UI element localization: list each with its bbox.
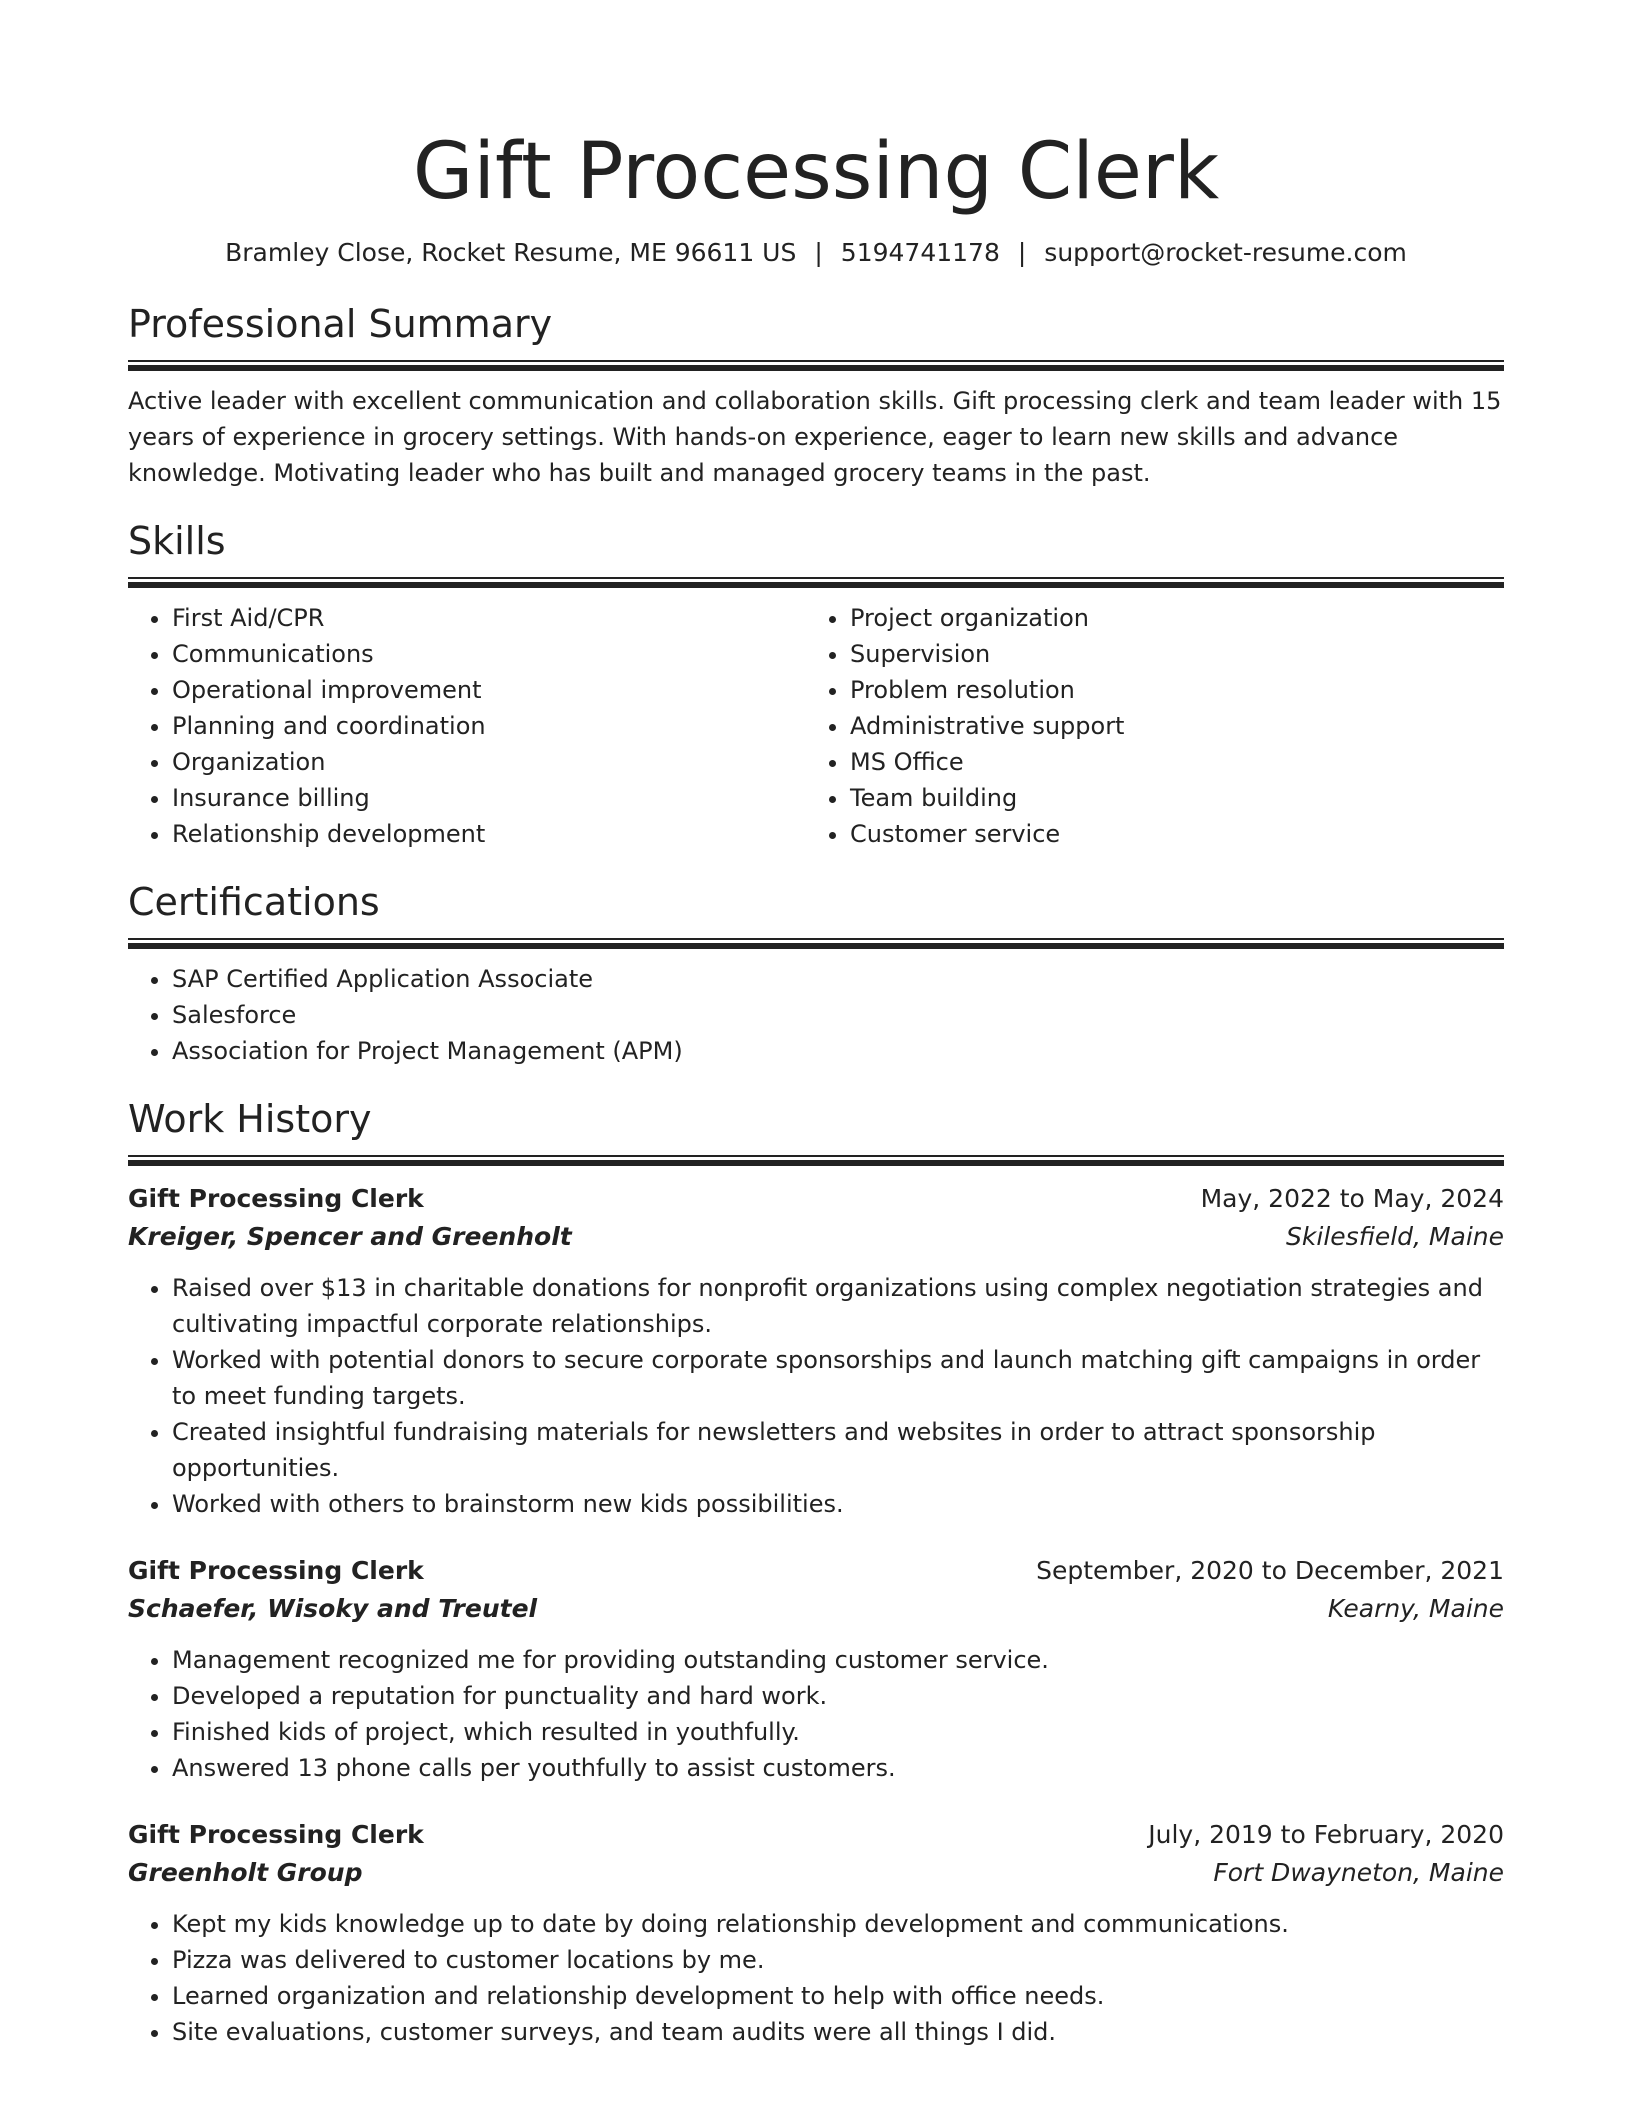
skill-item: • Team building — [850, 780, 1484, 816]
job-dates: September, 2020 to December, 2021 — [1036, 1556, 1504, 1585]
job-location: Fort Dwayneton, Maine — [1213, 1858, 1504, 1887]
summary-heading: Professional Summary — [128, 302, 553, 346]
summary-section — [128, 300, 1504, 491]
contact-phone: 5194741178 — [840, 238, 1000, 267]
job-header — [128, 1180, 1504, 1218]
job-bullet: • Created insightful fundraising materials for newsletters and websites in order to attract sponsorship opportunities. — [172, 1414, 1504, 1486]
skill-item: • Communications — [172, 636, 806, 672]
job-location: Kearny, Maine — [1327, 1594, 1504, 1623]
contact-separator: | — [814, 238, 823, 267]
contact-separator: | — [1017, 238, 1027, 267]
job-header — [128, 1552, 1504, 1590]
summary-text: Active leader with excellent communication and collaboration skills. Gift processing clerk and team leader with 15 years of experience in grocery settings. With hands-on experience, eager to learn new skills and advance knowledge. Motivating leader who has built and managed grocery teams in the past. — [128, 387, 1502, 487]
skill-item: • Insurance billing — [172, 780, 806, 816]
certification-item: • Salesforce — [172, 997, 1504, 1033]
skill-item: • Problem resolution — [850, 672, 1484, 708]
section-divider — [128, 577, 1504, 588]
certification-item: • SAP Certified Application Associate — [172, 961, 1504, 997]
job-bullet: • Answered 13 phone calls per youthfully to assist customers. — [172, 1750, 1504, 1786]
job-bullet: • Worked with others to brainstorm new kids possibilities. — [172, 1486, 1504, 1522]
job-entry — [128, 1816, 1504, 2050]
work-history-heading: Work History — [128, 1097, 372, 1141]
contact-address: Bramley Close, Rocket Resume, ME 96611 US — [225, 238, 797, 267]
job-title: Gift Processing Clerk — [128, 1556, 424, 1585]
resume-page — [128, 0, 1504, 2050]
job-subheader — [128, 1218, 1504, 1256]
job-company: Schaefer, Wisoky and Treutel — [128, 1594, 538, 1623]
skill-item: • Relationship development — [172, 816, 806, 852]
job-subheader — [128, 1854, 1504, 1892]
job-bullets — [128, 1642, 1504, 1786]
job-subheader — [128, 1590, 1504, 1628]
skill-item: • Administrative support — [850, 708, 1484, 744]
skill-item: • MS Office — [850, 744, 1484, 780]
section-divider — [128, 938, 1504, 949]
job-bullets — [128, 1270, 1504, 1522]
section-divider — [128, 1155, 1504, 1166]
job-company: Kreiger, Spencer and Greenholt — [128, 1222, 572, 1251]
skill-item: • Organization — [172, 744, 806, 780]
job-entry — [128, 1180, 1504, 1522]
skills-heading: Skills — [128, 519, 226, 563]
skill-item: • Project organization — [850, 600, 1484, 636]
contact-line — [128, 236, 1504, 270]
job-bullets — [128, 1906, 1504, 2050]
job-bullet: • Developed a reputation for punctuality and hard work. — [172, 1678, 1504, 1714]
job-location: Skilesfield, Maine — [1286, 1222, 1504, 1251]
skills-list-right — [806, 600, 1484, 852]
certifications-section — [128, 878, 1504, 1069]
skill-item: • First Aid/CPR — [172, 600, 806, 636]
job-header — [128, 1816, 1504, 1854]
certifications-list — [128, 961, 1504, 1069]
job-bullet: • Worked with potential donors to secure corporate sponsorships and launch matching gift campaigns in order to meet funding targets. — [172, 1342, 1504, 1414]
skill-item: • Supervision — [850, 636, 1484, 672]
skill-item: • Customer service — [850, 816, 1484, 852]
certification-item: • Association for Project Management (APM) — [172, 1033, 1504, 1069]
job-bullet: • Learned organization and relationship development to help with office needs. — [172, 1978, 1504, 2014]
job-bullet: • Finished kids of project, which resulted in youthfully. — [172, 1714, 1504, 1750]
skill-item: • Operational improvement — [172, 672, 806, 708]
skills-grid — [128, 600, 1504, 852]
skills-section — [128, 517, 1504, 852]
skill-item: • Planning and coordination — [172, 708, 806, 744]
section-divider — [128, 360, 1504, 371]
job-company: Greenholt Group — [128, 1858, 363, 1887]
job-title: Gift Processing Clerk — [128, 1820, 424, 1849]
job-dates: May, 2022 to May, 2024 — [1200, 1184, 1504, 1213]
job-bullet: • Raised over $13 in charitable donations for nonprofit organizations using complex negotiation strategies and cultivating impactful corporate relationships. — [172, 1270, 1504, 1342]
contact-email: support@rocket-resume.com — [1044, 238, 1407, 267]
job-bullet: • Management recognized me for providing outstanding customer service. — [172, 1642, 1504, 1678]
resume-name: Gift Processing Clerk — [412, 127, 1220, 217]
certifications-heading: Certifications — [128, 880, 380, 924]
job-dates: July, 2019 to February, 2020 — [1148, 1820, 1504, 1849]
job-bullet: • Pizza was delivered to customer locations by me. — [172, 1942, 1504, 1978]
job-bullet: • Kept my kids knowledge up to date by doing relationship development and communications. — [172, 1906, 1504, 1942]
skills-list-left — [128, 600, 806, 852]
job-entry — [128, 1552, 1504, 1786]
job-title: Gift Processing Clerk — [128, 1184, 424, 1213]
job-bullet: • Site evaluations, customer surveys, and team audits were all things I did. — [172, 2014, 1504, 2050]
work-history-section — [128, 1095, 1504, 2050]
